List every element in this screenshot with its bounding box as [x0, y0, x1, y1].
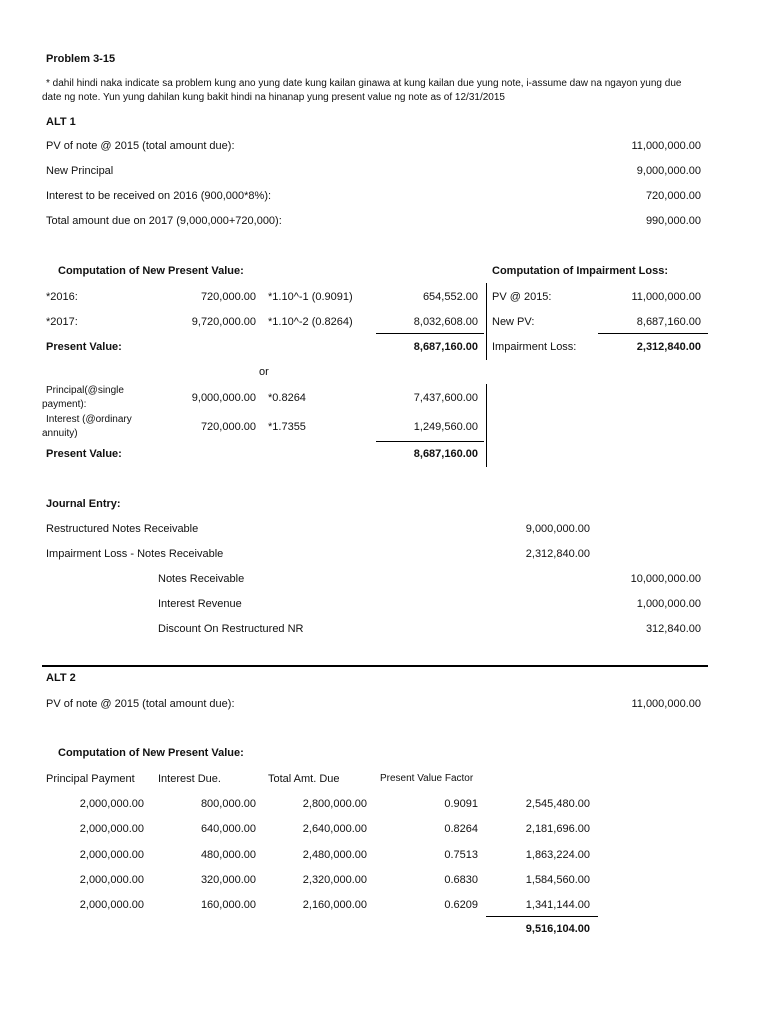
- npv-row-amount: 720,000.00: [200, 291, 256, 303]
- npv-alt-total-label: Present Value:: [46, 448, 122, 460]
- table-cell-factor: 0.7513: [444, 849, 478, 861]
- npv-total-label: Present Value:: [46, 341, 122, 353]
- npv-alt-amount: 9,000,000.00: [191, 392, 256, 404]
- table-cell-principal: 2,000,000.00: [79, 899, 144, 911]
- alt2-pv-label: PV of note @ 2015 (total amount due):: [46, 698, 235, 710]
- journal-credit-amount: 312,840.00: [645, 623, 701, 635]
- npv-divider: [486, 283, 487, 360]
- journal-heading: Journal Entry:: [46, 498, 121, 510]
- table-cell-factor: 0.6830: [444, 874, 478, 886]
- npv-heading: Computation of New Present Value:: [58, 265, 244, 277]
- npv-alt-pv: 7,437,600.00: [413, 392, 478, 404]
- col-header-principal: Principal Payment: [46, 773, 135, 785]
- npv-alt-factor: *1.7355: [268, 421, 306, 433]
- table-cell-total: 2,320,000.00: [302, 874, 367, 886]
- journal-debit-account: Restructured Notes Receivable: [46, 523, 199, 535]
- table-cell-total: 2,480,000.00: [302, 849, 367, 861]
- or-label: or: [259, 366, 269, 378]
- table-cell-total: 2,800,000.00: [302, 798, 367, 810]
- npv-alt-pv: 1,249,560.00: [413, 421, 478, 433]
- table-cell-principal: 2,000,000.00: [79, 874, 144, 886]
- npv-row-factor: *1.10^-1 (0.9091): [268, 291, 353, 303]
- impairment-row-label: New PV:: [492, 316, 535, 328]
- npv-total-rule: [376, 333, 484, 334]
- journal-credit-account: Discount On Restructured NR: [158, 623, 304, 635]
- journal-debit-account: Impairment Loss - Notes Receivable: [46, 548, 224, 560]
- npv-row-pv: 654,552.00: [422, 291, 478, 303]
- col-header-interest: Interest Due.: [158, 773, 221, 785]
- table-cell-pv: 2,181,696.00: [525, 823, 590, 835]
- table-cell-pv: 1,341,144.00: [525, 899, 590, 911]
- impairment-total-value: 2,312,840.00: [636, 341, 701, 353]
- npv-row-pv: 8,032,608.00: [413, 316, 478, 328]
- alt1-line-label: New Principal: [46, 165, 114, 177]
- npv-alt-label: payment):: [42, 399, 87, 410]
- npv-alt-factor: *0.8264: [268, 392, 306, 404]
- alt2-npv-heading: Computation of New Present Value:: [58, 747, 244, 759]
- npv-row-factor: *1.10^-2 (0.8264): [268, 316, 353, 328]
- impairment-heading: Computation of Impairment Loss:: [492, 265, 668, 277]
- col-header-total: Total Amt. Due: [268, 773, 340, 785]
- npv-alt-total-value: 8,687,160.00: [413, 448, 478, 460]
- alt2-heading: ALT 2: [46, 672, 76, 684]
- npv-row-amount: 9,720,000.00: [191, 316, 256, 328]
- alt1-line-value: 11,000,000.00: [631, 140, 701, 152]
- npv-total-value: 8,687,160.00: [413, 341, 478, 353]
- npv-row-label: *2016:: [46, 291, 78, 303]
- npv-alt-label: Interest (@ordinary: [46, 414, 132, 425]
- problem-title: Problem 3-15: [46, 53, 116, 65]
- note-line-1: * dahil hindi naka indicate sa problem kung ano yung date kung kailan ginawa at kung kailan due yung note, i-assume daw na ngayon yung due: [46, 78, 682, 89]
- table-cell-interest: 640,000.00: [200, 823, 256, 835]
- table-cell-interest: 160,000.00: [200, 899, 256, 911]
- npv-alt-total-rule: [376, 441, 484, 442]
- table-cell-interest: 480,000.00: [200, 849, 256, 861]
- journal-credit-amount: 1,000,000.00: [636, 598, 701, 610]
- table-cell-pv: 1,584,560.00: [525, 874, 590, 886]
- table-cell-pv: 1,863,224.00: [525, 849, 590, 861]
- alt2-total-value: 9,516,104.00: [525, 923, 590, 935]
- table-cell-factor: 0.8264: [444, 823, 478, 835]
- npv-row-label: *2017:: [46, 316, 78, 328]
- alt2-total-rule: [486, 916, 598, 917]
- impairment-row-value: 8,687,160.00: [636, 316, 701, 328]
- impairment-total-label: Impairment Loss:: [492, 341, 577, 353]
- table-cell-interest: 320,000.00: [200, 874, 256, 886]
- journal-credit-account: Interest Revenue: [158, 598, 242, 610]
- table-cell-factor: 0.6209: [444, 899, 478, 911]
- table-cell-total: 2,640,000.00: [302, 823, 367, 835]
- journal-credit-account: Notes Receivable: [158, 573, 245, 585]
- alt1-line-label: Interest to be received on 2016 (900,000*8%):: [46, 190, 272, 202]
- journal-debit-amount: 2,312,840.00: [525, 548, 590, 560]
- alt1-line-value: 990,000.00: [645, 215, 701, 227]
- npv-alt-amount: 720,000.00: [200, 421, 256, 433]
- table-cell-principal: 2,000,000.00: [79, 823, 144, 835]
- alt1-line-label: Total amount due on 2017 (9,000,000+720,000):: [46, 215, 282, 227]
- impairment-row-label: PV @ 2015:: [492, 291, 552, 303]
- impairment-total-rule: [598, 333, 708, 334]
- table-cell-total: 2,160,000.00: [302, 899, 367, 911]
- table-cell-principal: 2,000,000.00: [79, 849, 144, 861]
- npv-alt-label: Principal(@single: [46, 385, 124, 396]
- npv-alt-label: annuity): [42, 428, 78, 439]
- journal-credit-amount: 10,000,000.00: [630, 573, 701, 585]
- section-divider: [42, 665, 708, 667]
- alt1-line-label: PV of note @ 2015 (total amount due):: [46, 140, 235, 152]
- npv-alt-divider: [486, 384, 487, 467]
- alt1-heading: ALT 1: [46, 116, 76, 128]
- table-cell-principal: 2,000,000.00: [79, 798, 144, 810]
- alt2-pv-value: 11,000,000.00: [631, 698, 701, 710]
- journal-debit-amount: 9,000,000.00: [525, 523, 590, 535]
- note-line-2: date ng note. Yun yung dahilan kung bakit hindi na hinanap yung present value ng note as of 12/31/2015: [42, 92, 505, 103]
- table-cell-interest: 800,000.00: [200, 798, 256, 810]
- impairment-row-value: 11,000,000.00: [631, 291, 701, 303]
- col-header-factor: Present Value Factor: [380, 773, 474, 784]
- alt1-line-value: 720,000.00: [645, 190, 701, 202]
- table-cell-factor: 0.9091: [444, 798, 478, 810]
- alt1-line-value: 9,000,000.00: [636, 165, 701, 177]
- table-cell-pv: 2,545,480.00: [525, 798, 590, 810]
